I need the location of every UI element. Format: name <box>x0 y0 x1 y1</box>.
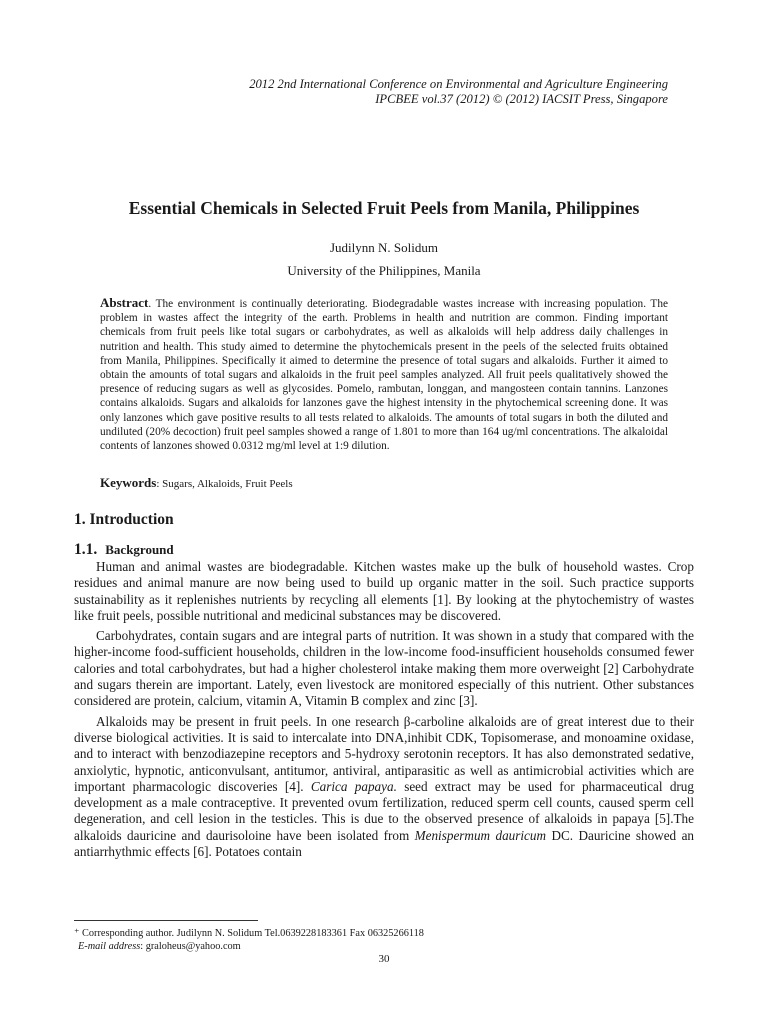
subsection-heading <box>74 541 174 559</box>
abstract-text: . The environment is continually deteriorating. Biodegradable wastes increase with increasing population. The problem in wastes affect the integrity of the earth. Problems in health and nutrition are common. Finding important chemicals from fruit peels like total sugars or carbohydrates, as well as alkaloids will help address daily challenges in nutrition and health. This study aimed to determine the phytochemicals present in the peels of the selected fruits obtained from Manila, Philippines. Specifically it aimed to determine the presence of total sugars and alkaloids. Further it aimed to obtain the amounts of total sugars and alkaloids in the fruit peel samples analyzed. All fruit peels qualitatively showed the presence of reducing sugars as well as glycosides. Pomelo, rambutan, longgan, and mangosteen contain tannins. Lanzones contains alkaloids. Sugars and alkaloids for lanzones gave the highest intensity in the phytochemical screening done. It was only lanzones which gave positive results to all tests related to alkaloids. The amounts of total sugars in both the diluted and undiluted (20% decoction) fruit peel samples showed a range of 1.801 to more than 164 ug/ml concentrations. The alkaloidal contents of lanzones showed 0.0312 mg/ml level at 1:9 dilution. <box>100 298 668 453</box>
publication-info: IPCBEE vol.37 (2012) © (2012) IACSIT Press, Singapore <box>375 92 668 106</box>
abstract-label: Abstract <box>100 295 149 310</box>
corresponding-author: ⁺ Corresponding author. Judilynn N. Solidum Tel.0639228183361 Fax 06325266118 <box>74 928 424 939</box>
email-address: : graloheus@yahoo.com <box>140 941 241 952</box>
conference-name: 2012 2nd International Conference on Environmental and Agriculture Engineering <box>249 77 668 91</box>
paper-title: Essential Chemicals in Selected Fruit Peels from Manila, Philippines <box>128 198 640 218</box>
footnote-divider <box>74 920 258 921</box>
paragraph: Carbohydrates, contain sugars and are integral parts of nutrition. It was shown in a study that compared with the higher-income food-sufficient households, children in the low-income food-insufficient households consumed fewer calories and total carbohydrates, but had a higher cholesterol intake making them more overweight [2] Carbohydrate and sugars therein are important. Lately, even livestock are monitored especially of this nutrient. Other substances considered are protein, calcium, vitamin A, Vitamin B complex and zinc [3]. <box>74 628 694 709</box>
paragraph-text: seed extract may be used for pharmaceutical drug development as a male contraceptive. It prevented ovum fertilization, reduced sperm cell counts, caused sperm cell degeneration, and cell lesion in the testicles. This is due to the observed presence of alkaloids in papaya [5].The alkaloids dauricine and daurisoloine have been isolated from <box>74 778 694 843</box>
keywords <box>100 475 668 491</box>
conference-header <box>249 77 668 107</box>
paragraph: Human and animal wastes are biodegradable. Kitchen wastes make up the bulk of household wastes. Crop residues and animal manure are now being used to build up organic matter in the soil. Such practice supports sustainability as it replenishes nutrients by recycling all elements [1]. By looking at the phytochemistry of wastes like fruit peels, possible nutritional and medicinal substances may be discovered. <box>74 559 694 623</box>
email-line <box>74 940 424 953</box>
body-text <box>74 559 694 864</box>
paragraph-text: Alkaloids may be present in fruit peels. In one research β-carboline alkaloids are of great interest due to their diverse biological activities. It is said to intercalate into DNA,inhibit CDK, Topisomerase, and monoamine oxidase, and to interact with benzodiazepine receptors and 5-hydroxy serotonin receptors. It has also demonstrated sedative, anxiolytic, hypnotic, anticonvulsant, antitumor, antiviral, antiparasitic as well as antimicrobial activities which are important pharmacologic discoveries [4]. <box>74 713 694 794</box>
abstract <box>100 296 668 453</box>
species-name: Menispermum dauricum <box>414 827 547 843</box>
email-label: E-mail address <box>78 941 141 952</box>
subsection-title: Background <box>105 542 174 557</box>
author-name: Judilynn N. Solidum <box>330 240 438 255</box>
footnote <box>74 927 424 953</box>
subsection-number: 1.1. <box>74 541 98 558</box>
section-heading: 1. Introduction <box>74 511 174 528</box>
keywords-label: Keywords <box>100 475 157 490</box>
page-number: 30 <box>378 953 390 965</box>
keywords-text: : Sugars, Alkaloids, Fruit Peels <box>156 478 293 490</box>
paragraph-text: DC. Dauricine showed an antiarrhythmic effects [6]. Potatoes contain <box>74 827 695 860</box>
paragraph <box>74 714 694 861</box>
author-affiliation: University of the Philippines, Manila <box>287 263 481 278</box>
species-name: Carica papaya. <box>310 778 397 794</box>
